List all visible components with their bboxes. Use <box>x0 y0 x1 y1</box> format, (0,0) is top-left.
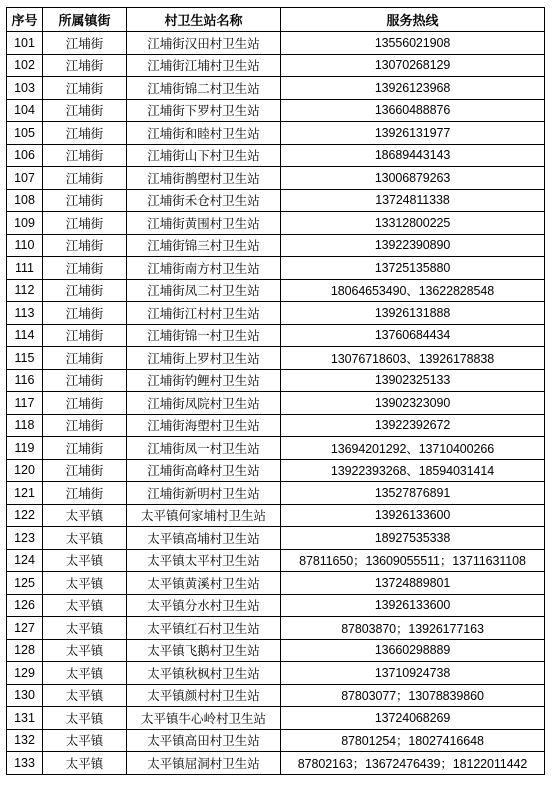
row-town: 江埔街 <box>43 189 127 212</box>
table-row <box>7 302 545 325</box>
row-index: 132 <box>7 729 43 752</box>
table-row <box>7 504 545 527</box>
row-town: 江埔街 <box>43 347 127 370</box>
table-body <box>7 32 545 775</box>
row-index: 118 <box>7 414 43 437</box>
row-town: 江埔街 <box>43 77 127 100</box>
row-station-name: 太平镇高埔村卫生站 <box>127 527 281 550</box>
table-row <box>7 347 545 370</box>
table-row <box>7 482 545 505</box>
table-row <box>7 527 545 550</box>
row-index: 117 <box>7 392 43 415</box>
row-index: 103 <box>7 77 43 100</box>
row-town: 太平镇 <box>43 504 127 527</box>
row-phone: 18064653490、13622828548 <box>281 279 545 302</box>
row-station-name: 江埔街锦二村卫生站 <box>127 77 281 100</box>
table-row <box>7 684 545 707</box>
row-station-name: 太平镇黄溪村卫生站 <box>127 572 281 595</box>
row-town: 江埔街 <box>43 437 127 460</box>
row-index: 116 <box>7 369 43 392</box>
row-index: 114 <box>7 324 43 347</box>
row-phone: 13926131888 <box>281 302 545 325</box>
table-row <box>7 662 545 685</box>
table-row <box>7 77 545 100</box>
row-phone: 18927535338 <box>281 527 545 550</box>
row-index: 109 <box>7 212 43 235</box>
row-town: 太平镇 <box>43 729 127 752</box>
document-page <box>6 7 545 775</box>
row-town: 太平镇 <box>43 527 127 550</box>
header-town: 所属镇街 <box>43 8 127 32</box>
row-station-name: 江埔街江村村卫生站 <box>127 302 281 325</box>
row-index: 119 <box>7 437 43 460</box>
row-station-name: 太平镇太平村卫生站 <box>127 549 281 572</box>
row-index: 126 <box>7 594 43 617</box>
table-row <box>7 707 545 730</box>
header-phone: 服务热线 <box>281 8 545 32</box>
row-station-name: 江埔街汉田村卫生站 <box>127 32 281 55</box>
row-phone: 87803077；13078839860 <box>281 684 545 707</box>
row-phone: 13902325133 <box>281 369 545 392</box>
row-station-name: 太平镇红石村卫生站 <box>127 617 281 640</box>
table-row <box>7 392 545 415</box>
table-row <box>7 594 545 617</box>
row-town: 江埔街 <box>43 234 127 257</box>
row-town: 江埔街 <box>43 54 127 77</box>
table-row <box>7 549 545 572</box>
row-station-name: 江埔街下罗村卫生站 <box>127 99 281 122</box>
row-station-name: 江埔街锦一村卫生站 <box>127 324 281 347</box>
row-index: 102 <box>7 54 43 77</box>
row-index: 108 <box>7 189 43 212</box>
row-town: 江埔街 <box>43 122 127 145</box>
row-index: 122 <box>7 504 43 527</box>
row-index: 106 <box>7 144 43 167</box>
row-station-name: 江埔街鹊塱村卫生站 <box>127 167 281 190</box>
row-town: 江埔街 <box>43 167 127 190</box>
row-index: 120 <box>7 459 43 482</box>
row-town: 太平镇 <box>43 684 127 707</box>
row-station-name: 江埔街凤院村卫生站 <box>127 392 281 415</box>
table-row <box>7 437 545 460</box>
header-station: 村卫生站名称 <box>127 8 281 32</box>
row-town: 江埔街 <box>43 279 127 302</box>
health-station-table <box>6 7 545 775</box>
row-index: 104 <box>7 99 43 122</box>
row-phone: 13527876891 <box>281 482 545 505</box>
row-phone: 13926133600 <box>281 504 545 527</box>
row-phone: 13760684434 <box>281 324 545 347</box>
table-row <box>7 752 545 775</box>
table-row <box>7 729 545 752</box>
row-town: 江埔街 <box>43 482 127 505</box>
row-town: 太平镇 <box>43 572 127 595</box>
row-phone: 13006879263 <box>281 167 545 190</box>
row-index: 124 <box>7 549 43 572</box>
table-row <box>7 144 545 167</box>
row-index: 111 <box>7 257 43 280</box>
row-town: 太平镇 <box>43 639 127 662</box>
row-phone: 87801254；18027416648 <box>281 729 545 752</box>
row-town: 江埔街 <box>43 257 127 280</box>
row-phone: 13922392672 <box>281 414 545 437</box>
row-station-name: 江埔街和睦村卫生站 <box>127 122 281 145</box>
table-row <box>7 99 545 122</box>
row-phone: 13902323090 <box>281 392 545 415</box>
row-phone: 13724889801 <box>281 572 545 595</box>
table-row <box>7 414 545 437</box>
row-town: 江埔街 <box>43 414 127 437</box>
row-phone: 18689443143 <box>281 144 545 167</box>
table-row <box>7 234 545 257</box>
row-index: 112 <box>7 279 43 302</box>
row-phone: 87802163；13672476439；18122011442 <box>281 752 545 775</box>
row-phone: 87803870；13926177163 <box>281 617 545 640</box>
row-town: 江埔街 <box>43 459 127 482</box>
row-town: 江埔街 <box>43 144 127 167</box>
table-row <box>7 279 545 302</box>
row-town: 江埔街 <box>43 392 127 415</box>
row-phone: 13926123968 <box>281 77 545 100</box>
row-phone: 13076718603、13926178838 <box>281 347 545 370</box>
table-row <box>7 189 545 212</box>
row-station-name: 江埔街凤一村卫生站 <box>127 437 281 460</box>
row-town: 太平镇 <box>43 549 127 572</box>
row-phone: 87811650；13609055511；13711631108 <box>281 549 545 572</box>
table-row <box>7 639 545 662</box>
row-town: 太平镇 <box>43 752 127 775</box>
row-station-name: 江埔街上罗村卫生站 <box>127 347 281 370</box>
row-phone: 13660488876 <box>281 99 545 122</box>
row-index: 105 <box>7 122 43 145</box>
row-town: 江埔街 <box>43 212 127 235</box>
row-index: 129 <box>7 662 43 685</box>
row-town: 江埔街 <box>43 99 127 122</box>
table-row <box>7 167 545 190</box>
row-station-name: 江埔街高峰村卫生站 <box>127 459 281 482</box>
row-phone: 13312800225 <box>281 212 545 235</box>
row-index: 115 <box>7 347 43 370</box>
row-phone: 13725135880 <box>281 257 545 280</box>
row-station-name: 太平镇飞鹅村卫生站 <box>127 639 281 662</box>
row-town: 江埔街 <box>43 369 127 392</box>
row-index: 113 <box>7 302 43 325</box>
row-index: 125 <box>7 572 43 595</box>
row-station-name: 太平镇高田村卫生站 <box>127 729 281 752</box>
row-index: 110 <box>7 234 43 257</box>
row-station-name: 江埔街黄围村卫生站 <box>127 212 281 235</box>
row-town: 江埔街 <box>43 324 127 347</box>
row-index: 128 <box>7 639 43 662</box>
row-station-name: 江埔街锦三村卫生站 <box>127 234 281 257</box>
row-station-name: 江埔街禾仓村卫生站 <box>127 189 281 212</box>
row-index: 121 <box>7 482 43 505</box>
row-station-name: 江埔街山下村卫生站 <box>127 144 281 167</box>
row-station-name: 江埔街江埔村卫生站 <box>127 54 281 77</box>
row-index: 123 <box>7 527 43 550</box>
row-phone: 13926131977 <box>281 122 545 145</box>
table-row <box>7 32 545 55</box>
row-phone: 13926133600 <box>281 594 545 617</box>
row-phone: 13694201292、13710400266 <box>281 437 545 460</box>
row-town: 太平镇 <box>43 594 127 617</box>
row-phone: 13922393268、18594031414 <box>281 459 545 482</box>
row-phone: 13710924738 <box>281 662 545 685</box>
row-station-name: 江埔街钓鲤村卫生站 <box>127 369 281 392</box>
table-header-row <box>7 8 545 32</box>
row-station-name: 太平镇牛心岭村卫生站 <box>127 707 281 730</box>
row-phone: 13070268129 <box>281 54 545 77</box>
row-phone: 13660298889 <box>281 639 545 662</box>
row-station-name: 太平镇分水村卫生站 <box>127 594 281 617</box>
row-town: 太平镇 <box>43 707 127 730</box>
row-station-name: 太平镇屈洞村卫生站 <box>127 752 281 775</box>
row-station-name: 江埔街凤二村卫生站 <box>127 279 281 302</box>
row-phone: 13922390890 <box>281 234 545 257</box>
row-phone: 13724811338 <box>281 189 545 212</box>
table-row <box>7 617 545 640</box>
row-index: 127 <box>7 617 43 640</box>
table-row <box>7 369 545 392</box>
row-town: 江埔街 <box>43 32 127 55</box>
table-row <box>7 122 545 145</box>
row-phone: 13556021908 <box>281 32 545 55</box>
row-phone: 13724068269 <box>281 707 545 730</box>
row-station-name: 江埔街海塱村卫生站 <box>127 414 281 437</box>
row-index: 130 <box>7 684 43 707</box>
table-row <box>7 54 545 77</box>
row-town: 江埔街 <box>43 302 127 325</box>
row-station-name: 太平镇秋枫村卫生站 <box>127 662 281 685</box>
table-row <box>7 257 545 280</box>
row-station-name: 江埔街新明村卫生站 <box>127 482 281 505</box>
table-row <box>7 212 545 235</box>
row-index: 101 <box>7 32 43 55</box>
row-index: 107 <box>7 167 43 190</box>
header-index: 序号 <box>7 8 43 32</box>
row-index: 133 <box>7 752 43 775</box>
row-town: 太平镇 <box>43 617 127 640</box>
table-row <box>7 572 545 595</box>
row-index: 131 <box>7 707 43 730</box>
table-row <box>7 324 545 347</box>
row-station-name: 江埔街南方村卫生站 <box>127 257 281 280</box>
row-station-name: 太平镇何家埔村卫生站 <box>127 504 281 527</box>
table-row <box>7 459 545 482</box>
row-station-name: 太平镇颜村村卫生站 <box>127 684 281 707</box>
row-town: 太平镇 <box>43 662 127 685</box>
